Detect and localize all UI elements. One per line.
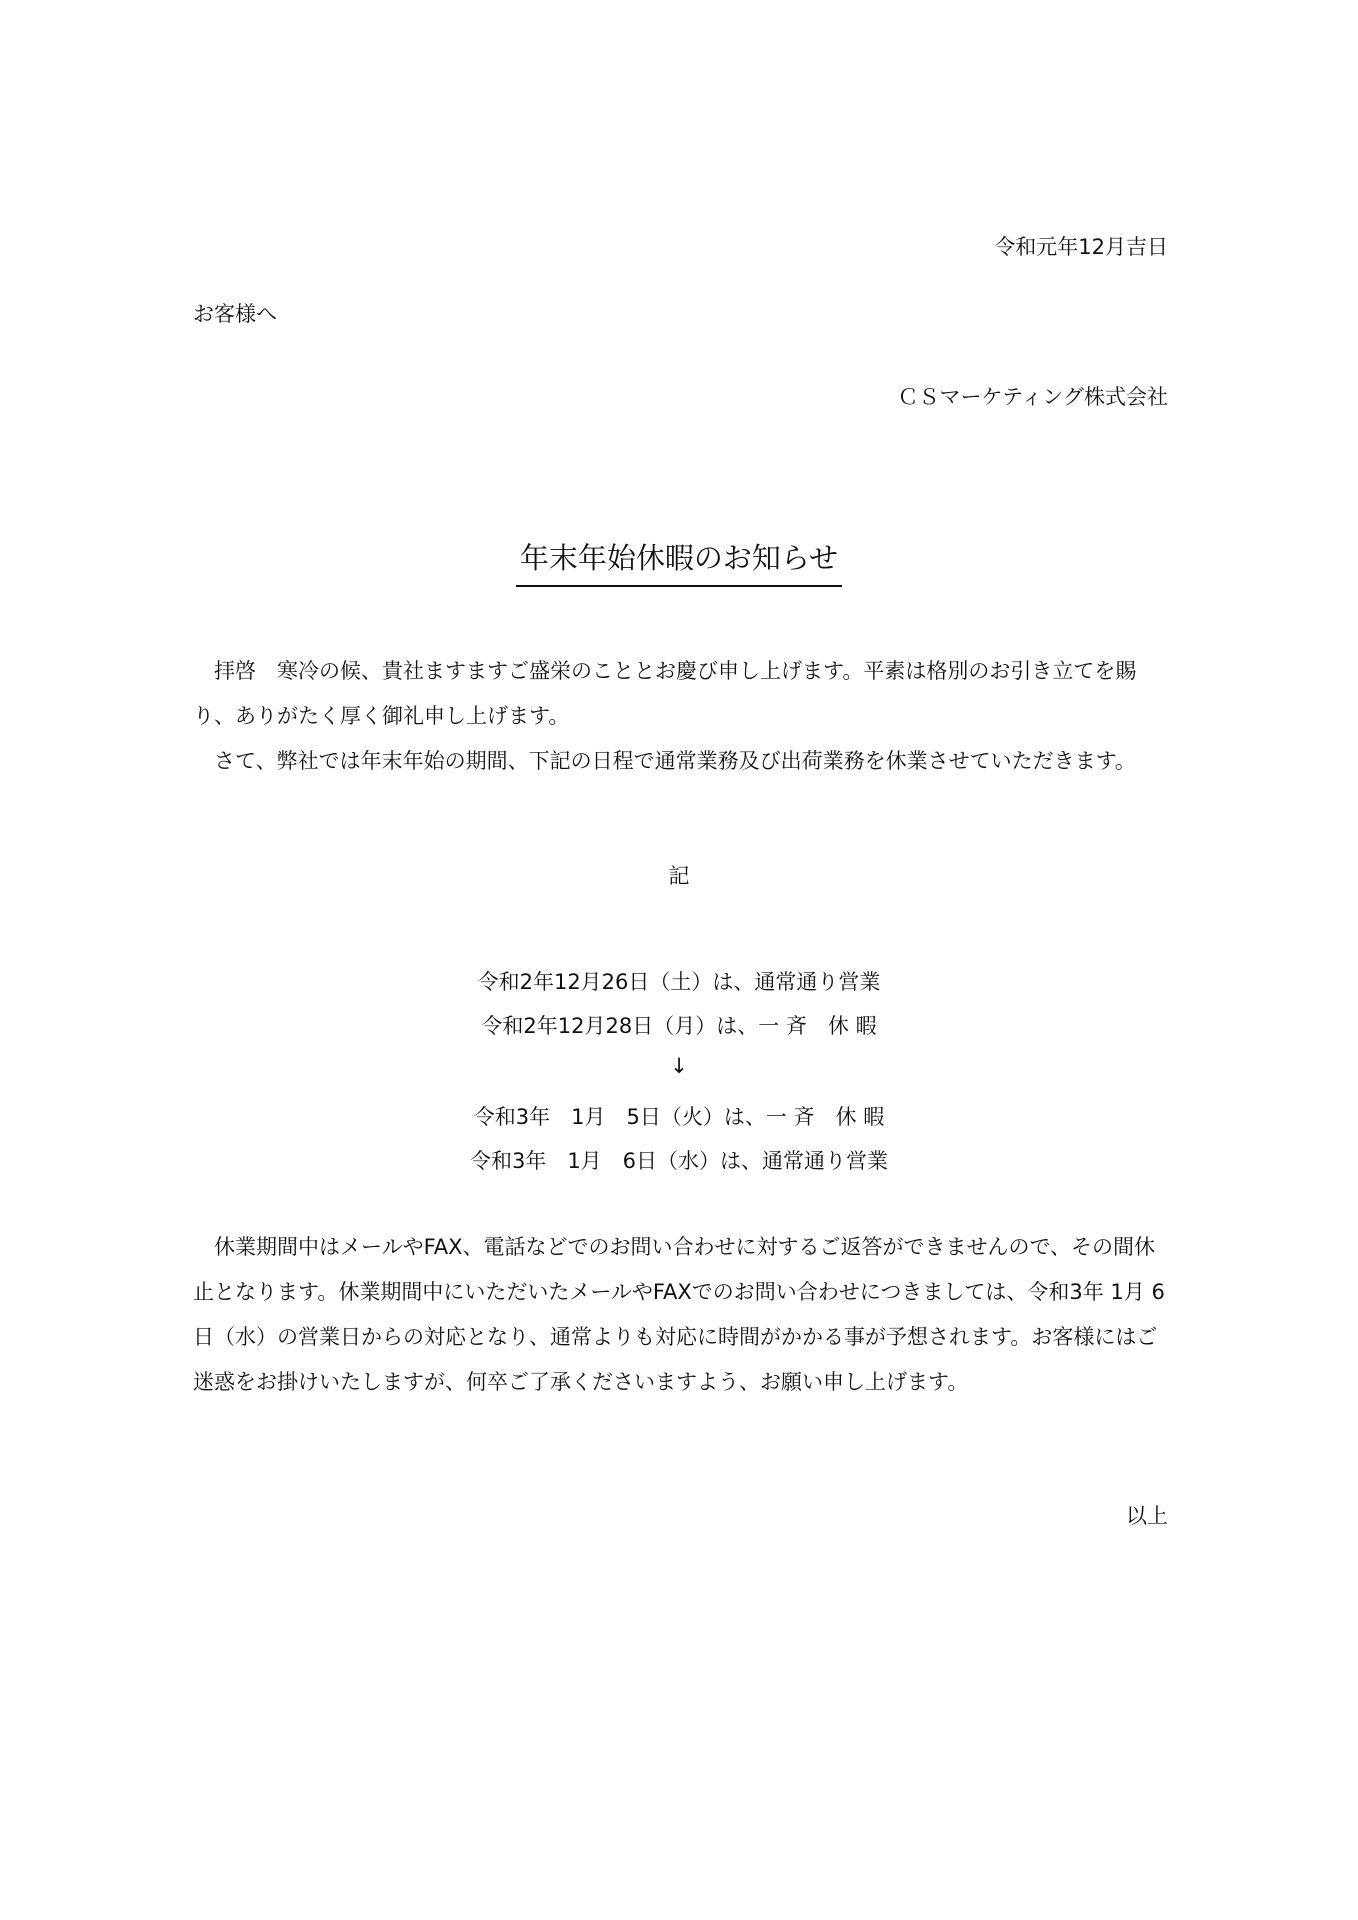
sender-company: ＣＳマーケティング株式会社	[897, 385, 1168, 409]
schedule-item: 令和2年12月28日（月）は、一 斉 休 暇	[481, 1014, 877, 1038]
down-arrow-icon: ↓	[670, 1054, 688, 1078]
closing-mark: 以上	[1126, 1504, 1168, 1528]
closure-detail-paragraph: 休業期間中はメールやFAX、電話などでのお問い合わせに対するご返答ができませんので、その間休止となります。休業期間中にいただいたメールやFAXでのお問い合わせにつきましては、令和3年 1月 6日（水）の営業日からの対応となり、通常よりも対応に時間がかかる事が予想されます。お客様にはご迷惑をお掛けいたしますが、何卒ご了承くださいますよう、お願い申し上げます。	[193, 1235, 1165, 1394]
greeting-paragraph: 拝啓 寒冷の候、貴社ますますご盛栄のこととお慶び申し上げます。平素は格別のお引き立てを賜り、ありがたく厚く御礼申し上げます。	[193, 659, 1137, 728]
schedule-item: 令和2年12月26日（土）は、通常通り営業	[477, 970, 881, 994]
document-date: 令和元年12月吉日	[994, 235, 1168, 259]
title-container	[0, 536, 1358, 587]
document-title: 年末年始休暇のお知らせ	[516, 536, 842, 587]
schedule-item: 令和3年 1月 5日（火）は、一 斉 休 暇	[473, 1105, 885, 1129]
notice-paragraph: さて、弊社では年末年始の期間、下記の日程で通常業務及び出荷業務を休業させていただきます。	[214, 749, 1136, 773]
ki-marker: 記	[668, 864, 690, 888]
schedule-item: 令和3年 1月 6日（水）は、通常通り営業	[469, 1149, 889, 1173]
recipient: お客様へ	[193, 302, 277, 326]
